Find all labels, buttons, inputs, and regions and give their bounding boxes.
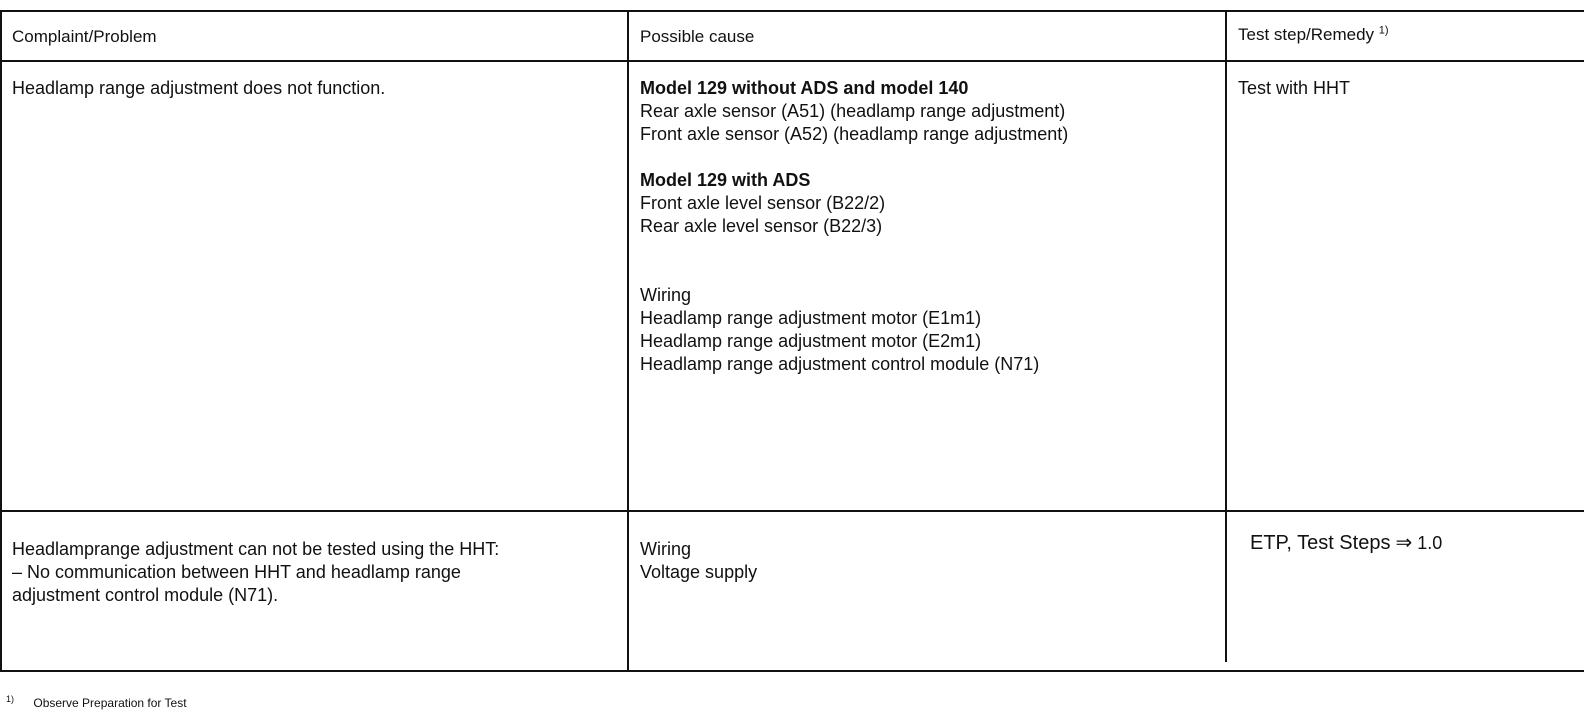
remedy-etp-text: ETP, Test Steps: [1250, 532, 1391, 554]
cause-line: Wiring: [640, 285, 692, 305]
header-remedy-text: Test step/Remedy: [1238, 25, 1375, 44]
cause-line: Rear axle level sensor (B22/3): [640, 216, 883, 236]
spacer: [640, 146, 1068, 169]
remedy-step-number: 1.0: [1417, 533, 1443, 553]
header-remedy: [1238, 23, 1389, 46]
row2-complaint-line: adjustment control module (N71).: [12, 585, 279, 605]
header-bottom-border: [0, 60, 1584, 62]
row2-remedy: [1250, 532, 1442, 555]
cause-line: Rear axle sensor (A51) (headlamp range adjustment): [640, 101, 1066, 121]
table-left-border: [0, 10, 2, 672]
cause-line: Front axle level sensor (B22/2): [640, 193, 886, 213]
header-cause: [640, 25, 754, 48]
row1-complaint-line: Headlamp range adjustment does not function.: [12, 78, 386, 98]
column-divider-remedy: [1225, 10, 1227, 662]
cause-line: Voltage supply: [640, 562, 758, 582]
row1-bottom-border: [0, 510, 1584, 512]
cause-line: Headlamp range adjustment motor (E2m1): [640, 331, 982, 351]
row2-complaint-line: Headlamprange adjustment can not be tested using the HHT:: [12, 539, 500, 559]
header-remedy-footnote-ref: 1): [1378, 24, 1389, 37]
header-complaint-text: Complaint/Problem: [12, 27, 157, 46]
spacer: [640, 261, 1068, 284]
row1-cause: [640, 77, 1068, 376]
cause-line: Wiring: [640, 539, 692, 559]
footnote-text: Observe Preparation for Test: [33, 696, 187, 710]
row2-complaint-line: – No communication between HHT and headlamp range: [12, 562, 461, 582]
right-double-arrow-icon: ⇒: [1395, 532, 1413, 554]
table-top-border: [0, 10, 1584, 12]
header-complaint: [12, 25, 157, 48]
cause-group-heading: Model 129 with ADS: [640, 170, 811, 190]
row1-complaint: [12, 77, 385, 100]
header-cause-text: Possible cause: [640, 27, 755, 46]
cause-line: Headlamp range adjustment motor (E1m1): [640, 308, 982, 328]
row1-remedy-text: Test with HHT: [1238, 78, 1351, 98]
spacer: [640, 238, 1068, 261]
row2-complaint: [12, 538, 499, 607]
footnote-mark: 1): [6, 694, 15, 704]
table-bottom-border: [0, 670, 1584, 672]
row2-cause: [640, 538, 757, 584]
cause-line: Front axle sensor (A52) (headlamp range adjustment): [640, 124, 1069, 144]
cause-group-heading: Model 129 without ADS and model 140: [640, 78, 969, 98]
cause-line: Headlamp range adjustment control module (N71): [640, 354, 1040, 374]
column-divider-cause: [627, 10, 629, 672]
footnote: [6, 694, 187, 710]
row1-remedy: [1238, 77, 1350, 100]
